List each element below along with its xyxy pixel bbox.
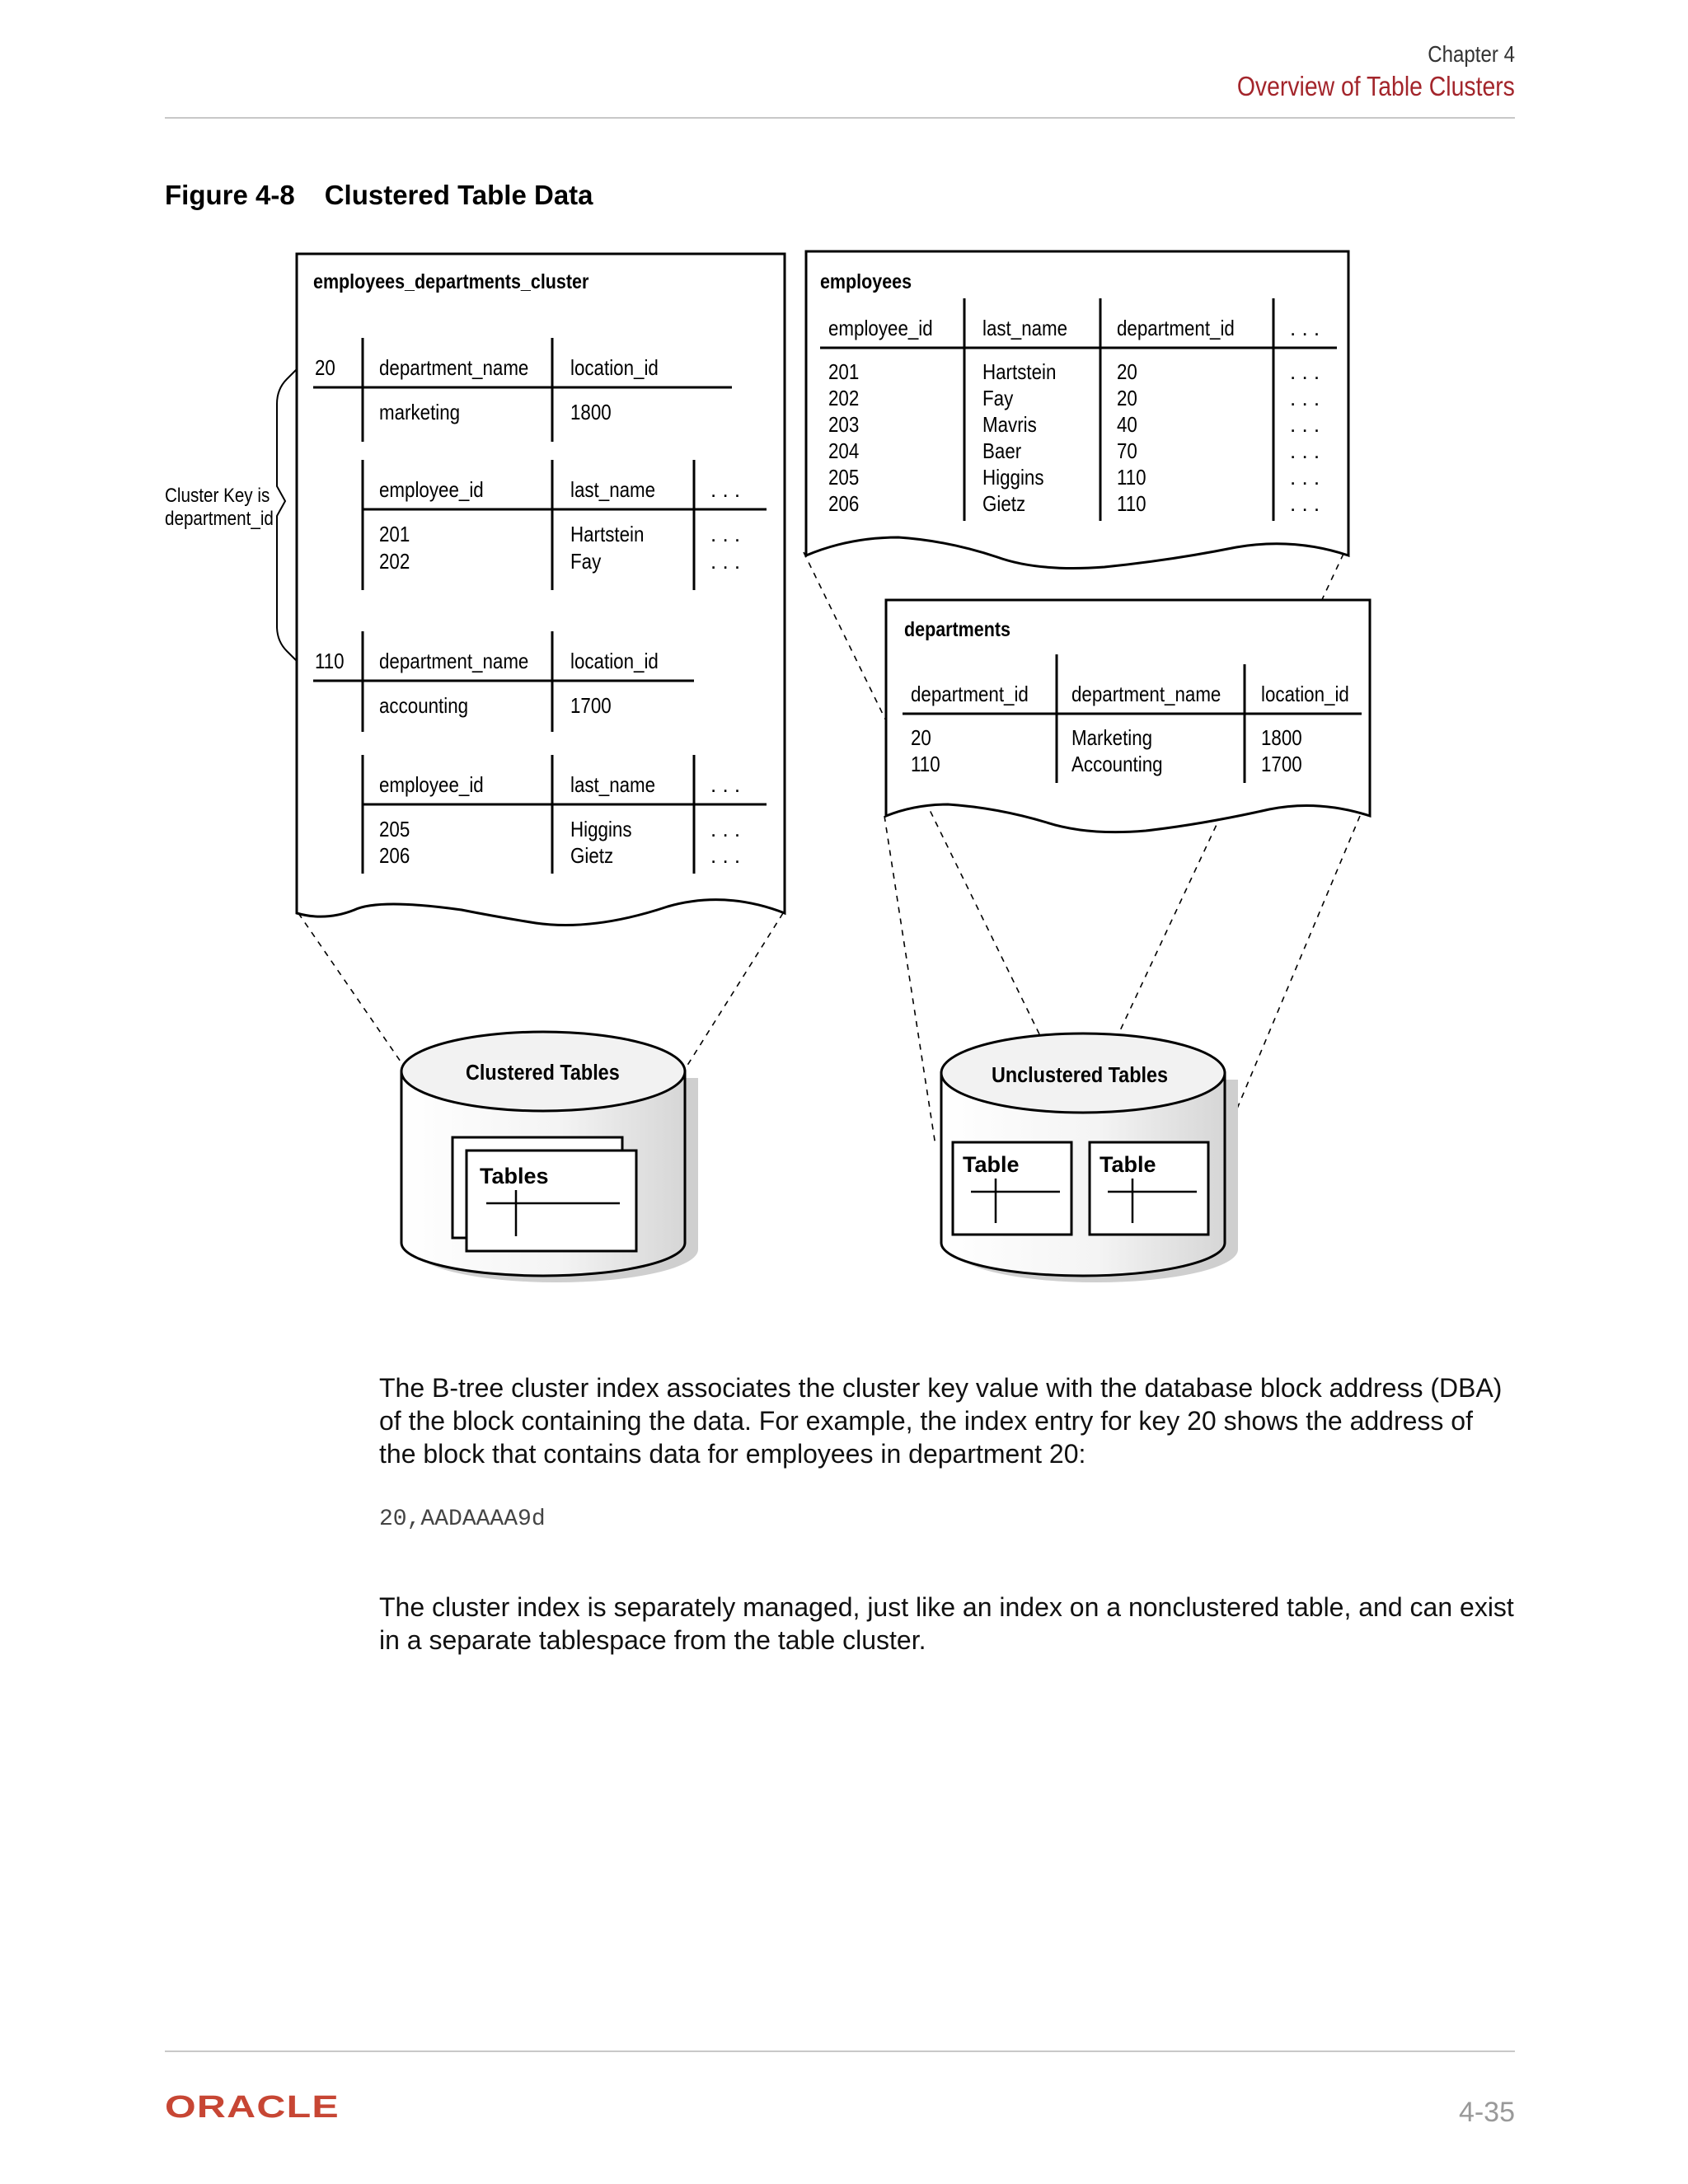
departments-header: department_id — [910, 682, 1029, 707]
tables-label: Tables — [480, 1164, 549, 1188]
employees-header: department_id — [1116, 316, 1235, 341]
emp-header: last_name — [570, 773, 656, 798]
employees-cell: 20 — [1116, 387, 1137, 411]
dept-value: accounting — [378, 694, 469, 719]
dept-header: department_name — [378, 356, 529, 381]
employees-cell: 110 — [1116, 466, 1146, 490]
cluster-key-value: 110 — [314, 649, 345, 674]
employees-cell: 110 — [1116, 492, 1146, 517]
cluster-key-value: 20 — [314, 356, 335, 381]
emp-cell: . . . — [710, 549, 741, 574]
clustered-tables-label: Clustered Tables — [466, 1061, 620, 1085]
cluster-key-label: Cluster Key is — [164, 484, 270, 507]
departments-page — [886, 600, 1370, 832]
dept-value: marketing — [378, 401, 461, 425]
employees-cell: 204 — [828, 439, 860, 464]
departments-header: location_id — [1261, 682, 1349, 707]
employees-cell: Mavris — [982, 413, 1037, 438]
emp-cell: . . . — [710, 522, 741, 546]
table-label: Table — [963, 1152, 1020, 1177]
employees-cell: Higgins — [982, 466, 1044, 490]
employees-cell: . . . — [1290, 438, 1320, 463]
employees-cell: . . . — [1290, 386, 1320, 410]
oracle-logo — [165, 2092, 346, 2121]
departments-header: department_name — [1071, 682, 1221, 707]
emp-cell: 206 — [378, 844, 410, 869]
employees-cell: Hartstein — [982, 360, 1057, 385]
employees-cell: . . . — [1290, 359, 1320, 384]
emp-cell: 201 — [378, 523, 410, 547]
chapter-label: Chapter 4 — [1428, 41, 1515, 67]
employees-cell: 203 — [828, 413, 860, 438]
employees-cell: 202 — [828, 387, 860, 411]
emp-cell: . . . — [710, 843, 741, 868]
employees-page — [806, 251, 1348, 569]
departments-cell: 1800 — [1261, 726, 1302, 751]
employees-cell: 201 — [828, 360, 860, 385]
emp-header: last_name — [570, 478, 656, 503]
employees-cell: 70 — [1116, 439, 1137, 464]
departments-cell: Accounting — [1071, 752, 1163, 777]
paragraph-cluster-index: The B-tree cluster index associates the cluster key value with the database block address (DBA) of the block containing the data. For example, the index entry for key 20 shows the address of the block that contains data for employees in department 20: — [379, 1373, 1503, 1469]
emp-cell: Gietz — [570, 844, 614, 869]
employees-cell: 205 — [828, 466, 860, 490]
employees-cell: Baer — [982, 439, 1022, 464]
svg-text:ORACLE: ORACLE — [165, 2092, 340, 2121]
employees-header: employee_id — [828, 316, 933, 341]
employees-cell: . . . — [1290, 465, 1320, 490]
dept-header: location_id — [570, 356, 659, 381]
dept-header: location_id — [570, 649, 659, 674]
employees-cell: . . . — [1290, 412, 1320, 437]
employees-cell: 40 — [1116, 413, 1137, 438]
page-number: 4-35 — [1458, 2097, 1515, 2128]
figure-number: Figure 4-8 — [165, 180, 295, 210]
emp-cell: 205 — [378, 818, 410, 842]
departments-title: departments — [903, 617, 1010, 641]
employees-cell: 20 — [1116, 360, 1137, 385]
figure-title: Clustered Table Data — [324, 180, 593, 210]
departments-cell: 20 — [910, 726, 931, 751]
employees-cell: Gietz — [982, 492, 1026, 517]
employees-cell: Fay — [982, 387, 1014, 411]
emp-cell: 202 — [378, 550, 410, 574]
emp-cell: Fay — [570, 550, 602, 574]
dept-header: department_name — [378, 649, 529, 674]
departments-cell: 1700 — [1261, 752, 1302, 777]
departments-cell: Marketing — [1071, 726, 1153, 751]
code-example: 20,AADAAAA9d — [379, 1507, 546, 1532]
emp-cell: . . . — [710, 817, 741, 841]
employees-cell: 206 — [828, 492, 860, 517]
paragraph-separate-management: The cluster index is separately managed, just like an index on a nonclustered table, and can exist in a separate tablespace from the table cluster. — [379, 1592, 1514, 1655]
cluster-title: employees_departments_cluster — [312, 269, 589, 293]
dept-value: 1800 — [570, 401, 612, 425]
employees-title: employees — [820, 269, 912, 293]
cluster-page — [297, 254, 785, 926]
table-label: Table — [1100, 1152, 1156, 1177]
emp-cell: Hartstein — [570, 523, 645, 547]
employees-header: last_name — [982, 316, 1068, 341]
emp-cell: Higgins — [570, 818, 632, 842]
employees-cell: . . . — [1290, 491, 1320, 516]
employees-header: . . . — [1290, 316, 1320, 340]
emp-header: . . . — [710, 772, 741, 797]
emp-header: . . . — [710, 477, 741, 502]
footer-divider — [165, 2050, 1515, 2052]
section-title: Overview of Table Clusters — [1236, 71, 1515, 101]
cluster-key-column: department_id — [164, 507, 274, 530]
emp-header: employee_id — [378, 773, 484, 798]
unclustered-tables-cylinder — [941, 1033, 1238, 1282]
emp-header: employee_id — [378, 478, 484, 503]
departments-cell: 110 — [910, 752, 940, 777]
dept-value: 1700 — [570, 694, 612, 719]
clustered-tables-cylinder — [401, 1032, 698, 1282]
unclustered-tables-label: Unclustered Tables — [992, 1063, 1169, 1088]
